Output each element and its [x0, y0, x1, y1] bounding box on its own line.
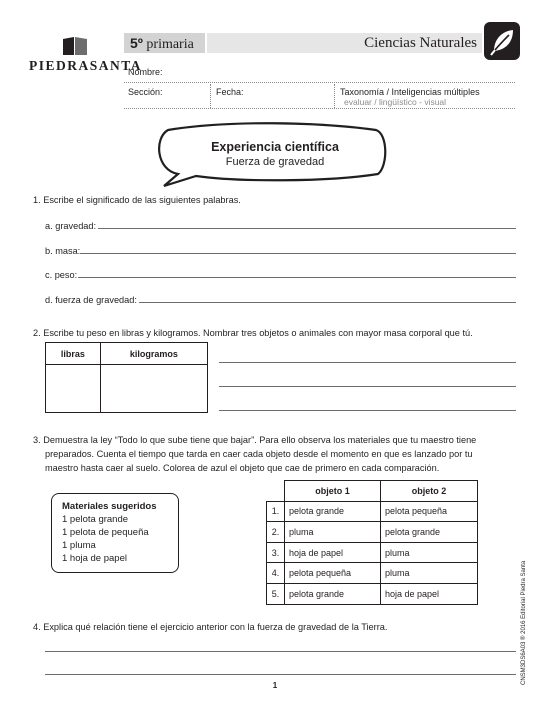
name-label: Nombre:: [128, 67, 163, 77]
answer-line[interactable]: [219, 386, 516, 387]
table-row: [267, 563, 478, 584]
table-row: [267, 522, 478, 543]
libras-cell[interactable]: [46, 365, 101, 413]
answer-line[interactable]: [139, 302, 516, 303]
q1-item-gravedad: a. gravedad:: [45, 221, 97, 231]
materials-title: Materiales sugeridos: [62, 501, 157, 512]
answer-line[interactable]: [78, 277, 516, 278]
question-3-line-3: maestro hasta caer al suelo. Colorea de azul el objeto que cae de primero en cada comparación.: [45, 463, 440, 473]
book-logo-icon: [62, 36, 88, 56]
answer-line[interactable]: [219, 410, 516, 411]
weight-table: [45, 342, 208, 413]
col-header-objeto-1: objeto 1: [285, 481, 381, 502]
kilogramos-cell[interactable]: [100, 365, 207, 413]
material-item: 1 pluma: [62, 540, 96, 551]
object-2-cell[interactable]: hoja de papel: [381, 583, 478, 604]
q1-item-fuerza: d. fuerza de gravedad:: [45, 295, 137, 305]
answer-line[interactable]: [45, 674, 516, 675]
object-2-cell[interactable]: pelota pequeña: [381, 501, 478, 522]
object-1-cell[interactable]: pluma: [285, 522, 381, 543]
leaf-icon: [484, 22, 520, 60]
section-label: Sección:: [128, 87, 163, 97]
object-2-cell[interactable]: pelota grande: [381, 522, 478, 543]
col-header-kilogramos: kilogramos: [100, 343, 207, 365]
header-bottom-line: [124, 108, 515, 109]
header-divider: [334, 84, 335, 108]
question-3-line-1: 3. Demuestra la ley “Todo lo que sube tiene que bajar”. Para ello observa los materiales que tu maestro tiene: [33, 435, 477, 445]
publisher-logo: PIEDRASANTA: [29, 58, 143, 73]
question-4-prompt: 4. Explica qué relación tiene el ejercicio anterior con la fuerza de gravedad de la Tierra.: [33, 622, 388, 632]
subject-title: Ciencias Naturales: [364, 35, 477, 51]
taxonomy-values: evaluar / lingüístico - visual: [344, 97, 447, 107]
object-1-cell[interactable]: pelota pequeña: [285, 563, 381, 584]
materials-box: [51, 493, 179, 573]
row-number: 3.: [267, 542, 285, 563]
page-number: 1: [272, 681, 278, 690]
comparison-table: [266, 480, 478, 605]
question-2-prompt: 2. Escribe tu peso en libras y kilogramos. Nombrar tres objetos o animales con mayor masa corporal que tú.: [33, 328, 473, 338]
answer-line[interactable]: [98, 228, 516, 229]
header-divider: [210, 84, 211, 108]
object-1-cell[interactable]: hoja de papel: [285, 542, 381, 563]
material-item: 1 pelota grande: [62, 514, 129, 525]
blank-header: [267, 481, 285, 502]
table-row: [267, 501, 478, 522]
table-row: [267, 583, 478, 604]
q1-item-peso: c. peso:: [45, 270, 78, 280]
grade-number: 5º: [130, 35, 143, 51]
material-item: 1 pelota de pequeña: [62, 527, 149, 538]
row-number: 1.: [267, 501, 285, 522]
date-label: Fecha:: [216, 87, 244, 97]
question-3-line-2: preparados. Cuenta el tiempo que tarda en caer cada objeto desde el momento en que es lanzado por tu: [45, 449, 473, 459]
copyright-notice: CNSM3DS6A03 ® 2016 Editorial Piedra Santa: [521, 560, 527, 685]
taxonomy-label: Taxonomía / Inteligencias múltiples: [340, 87, 480, 97]
answer-line[interactable]: [219, 362, 516, 363]
page-title: Experiencia científica: [211, 140, 339, 154]
col-header-objeto-2: objeto 2: [381, 481, 478, 502]
answer-line[interactable]: [80, 253, 516, 254]
material-item: 1 hoja de papel: [62, 553, 127, 564]
page-subtitle: Fuerza de gravedad: [225, 156, 325, 168]
q1-item-masa: b. masa:: [45, 246, 81, 256]
object-2-cell[interactable]: pluma: [381, 542, 478, 563]
object-1-cell[interactable]: pelota grande: [285, 501, 381, 522]
table-row: [267, 542, 478, 563]
grade-level: primaria: [146, 37, 194, 52]
row-number: 4.: [267, 563, 285, 584]
row-number: 2.: [267, 522, 285, 543]
title-bubble: [148, 122, 388, 188]
question-1-prompt: 1. Escribe el significado de las siguientes palabras.: [33, 195, 241, 205]
object-1-cell[interactable]: pelota grande: [285, 583, 381, 604]
col-header-libras: libras: [46, 343, 101, 365]
object-2-cell[interactable]: pluma: [381, 563, 478, 584]
answer-line[interactable]: [45, 651, 516, 652]
grade-label: [130, 35, 194, 53]
name-field-line[interactable]: [124, 82, 515, 83]
row-number: 5.: [267, 583, 285, 604]
